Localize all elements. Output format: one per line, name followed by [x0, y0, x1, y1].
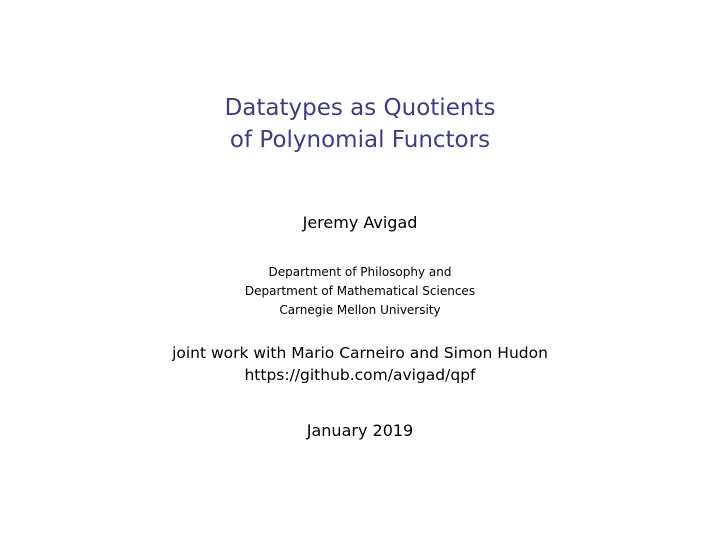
- collaboration-block: [0, 342, 720, 386]
- affiliation-line-2: Department of Mathematical Sciences: [244, 284, 476, 298]
- affiliation: [0, 263, 720, 320]
- title-line-1: Datatypes as Quotients: [224, 95, 496, 121]
- author-name: Jeremy Avigad: [302, 213, 418, 232]
- title-line-2: of Polynomial Functors: [229, 127, 491, 153]
- affiliation-line-3: Carnegie Mellon University: [279, 303, 441, 317]
- slide-title: [0, 92, 720, 156]
- presentation-date: January 2019: [306, 421, 414, 440]
- affiliation-line-1: Department of Philosophy and: [268, 265, 452, 279]
- project-url: https://github.com/avigad/qpf: [244, 366, 476, 384]
- collaborators-line: joint work with Mario Carneiro and Simon Hudon: [172, 344, 548, 362]
